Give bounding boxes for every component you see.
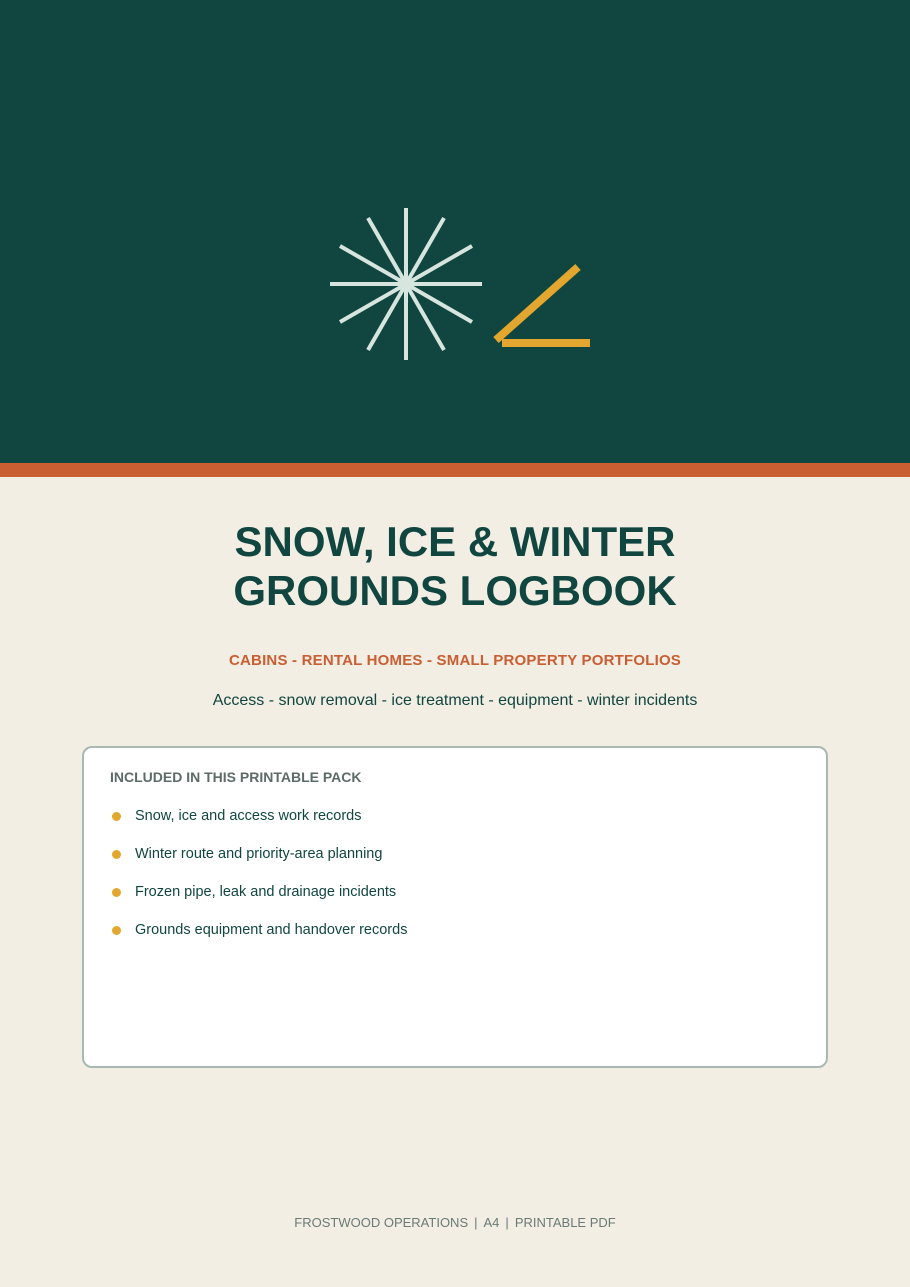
ice-wedge-icon bbox=[496, 267, 590, 343]
accent-stripe bbox=[0, 463, 910, 477]
title-line-2: GROUNDS LOGBOOK bbox=[233, 567, 677, 614]
included-list bbox=[110, 806, 407, 958]
list-item-text: Winter route and priority-area planning bbox=[135, 846, 383, 862]
footer-brand: FROSTWOOD OPERATIONS bbox=[294, 1215, 469, 1230]
list-item-text: Frozen pipe, leak and drainage incidents bbox=[135, 884, 397, 900]
list-item bbox=[110, 882, 407, 920]
list-item-text: Snow, ice and access work records bbox=[135, 808, 362, 824]
bullet-dot-icon bbox=[112, 812, 121, 821]
brand-logo bbox=[320, 200, 610, 370]
bullet-dot-icon bbox=[112, 850, 121, 859]
footer-separator: | bbox=[505, 1215, 509, 1230]
topics-subtitle: Access - snow removal - ice treatment - equipment - winter incidents bbox=[212, 692, 698, 709]
audience-tagline: CABINS - RENTAL HOMES - SMALL PROPERTY PORTFOLIOS bbox=[228, 652, 682, 669]
page-title bbox=[0, 517, 910, 615]
title-line-1: SNOW, ICE & WINTER bbox=[234, 518, 676, 565]
list-item bbox=[110, 806, 407, 844]
cover-hero-banner bbox=[0, 0, 910, 463]
included-contents-card bbox=[82, 746, 828, 1068]
list-item bbox=[110, 844, 407, 882]
list-item-text: Grounds equipment and handover records bbox=[135, 922, 408, 938]
footer-type: PRINTABLE PDF bbox=[514, 1215, 616, 1230]
footer bbox=[0, 1215, 910, 1230]
bullet-dot-icon bbox=[112, 926, 121, 935]
snowflake-icon bbox=[330, 208, 482, 360]
card-heading: INCLUDED IN THIS PRINTABLE PACK bbox=[110, 769, 362, 785]
footer-separator: | bbox=[474, 1215, 478, 1230]
bullet-dot-icon bbox=[112, 888, 121, 897]
list-item bbox=[110, 920, 407, 958]
footer-format: A4 bbox=[483, 1215, 500, 1230]
